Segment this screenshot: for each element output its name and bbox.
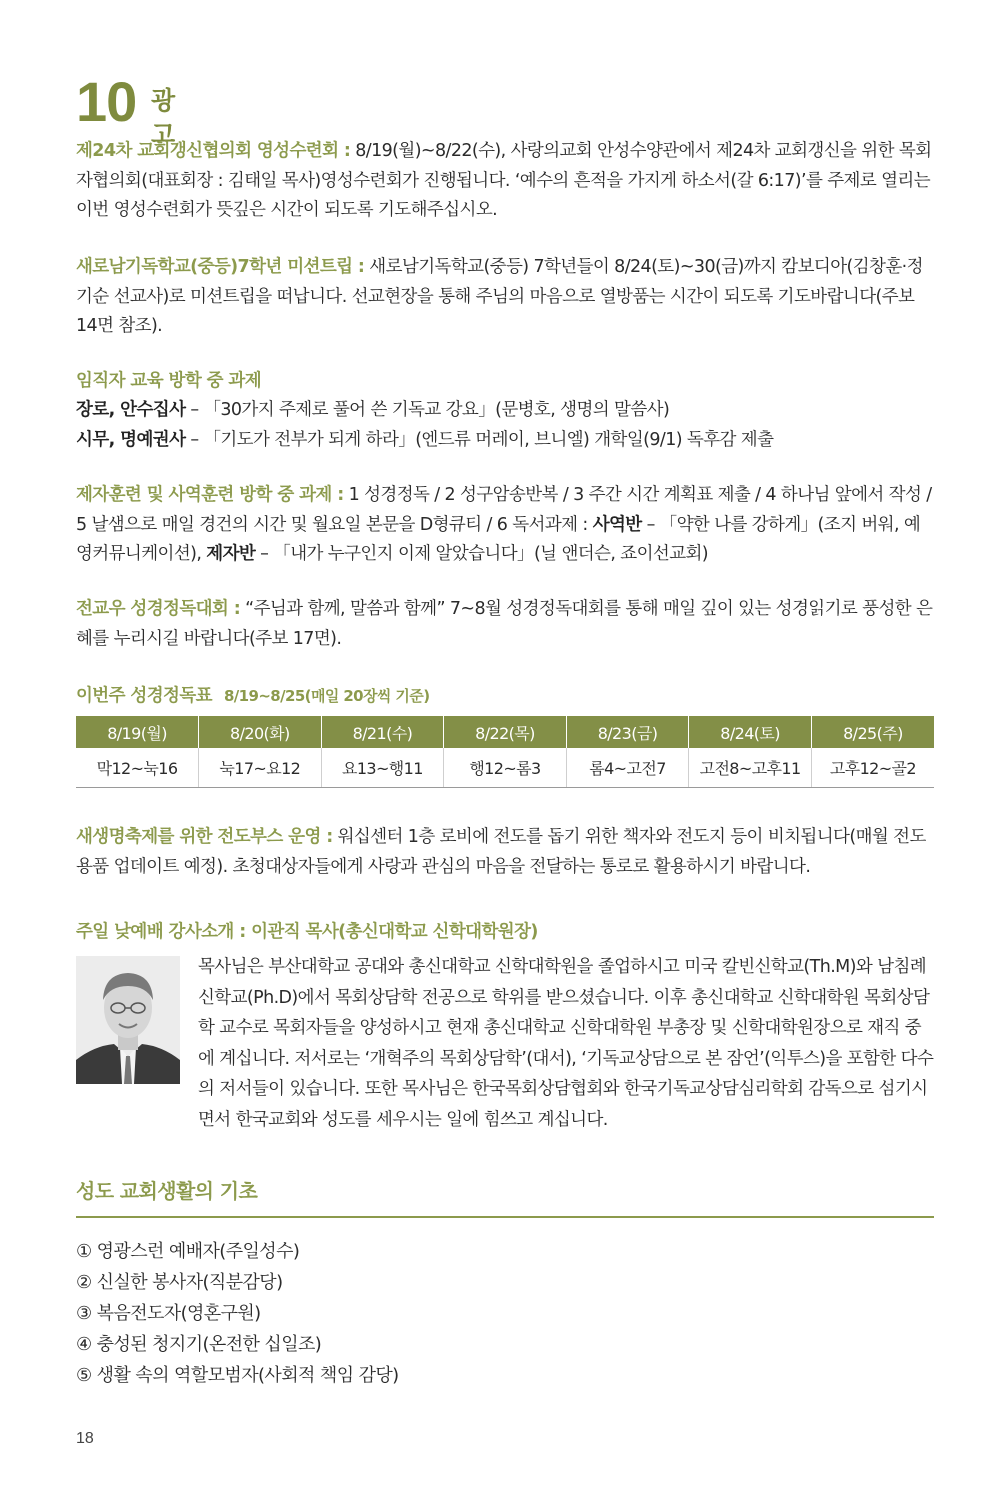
officer-education-list <box>76 396 934 455</box>
row-text: – 「기도가 전부가 되게 하라」(엔드류 머레이, 브니엘) 개학일(9/1) 독후감 제출 <box>185 429 774 450</box>
speaker-photo <box>76 956 180 1084</box>
speaker-heading: 주일 낮예배 강사소개 : 이관직 목사(총신대학교 신학대학원장) <box>76 922 538 942</box>
row-text: – 「30가지 주제로 풀어 쓴 기독교 강요」(문병호, 생명의 말씀사) <box>185 400 670 420</box>
notice-heading: 제자훈련 및 사역훈련 방학 중 과제 : <box>76 485 344 505</box>
list-item: ② 신실한 봉사자(직분감당) <box>76 1272 283 1293</box>
reading-cell: 고후12~골2 <box>811 748 934 788</box>
notice-heading: 제24차 교회갱신협의회 영성수련회 : <box>76 141 351 161</box>
date-cell: 8/21(수) <box>321 716 444 748</box>
notice-bible-reading <box>76 595 934 654</box>
notice-body: 워십센터 1층 로비에 전도를 돕기 위한 책자와 전도지 등이 비치됩니다(매월 전도용품 업데이트 예정). 초청대상자들에게 사랑과 관심의 마음을 전달하는 통로로 활용하시기 바랍니다. <box>76 827 926 877</box>
notice-heading: 새로남기독학교(중등)7학년 미션트립 : <box>76 257 365 277</box>
reading-cell: 눅17~요12 <box>199 748 322 788</box>
section-number: 10 <box>76 70 137 133</box>
row-label: 시무, 명예권사 <box>76 429 186 450</box>
training-label-ministry: 사역반 <box>592 514 642 535</box>
basics-title: 성도 교회생활의 기초 <box>76 1179 258 1203</box>
date-cell: 8/22(목) <box>444 716 567 748</box>
reading-cell: 행12~롬3 <box>444 748 567 788</box>
basics-list <box>76 1236 399 1391</box>
reading-table-range: 8/19~8/25(매일 20장씩 기준) <box>223 687 430 705</box>
notice-body: “주님과 함께, 말씀과 함께” 7~8월 성경정독대회를 통해 매일 깊이 있는 성경읽기로 풍성한 은혜를 누리시길 바랍니다(주보 17면). <box>76 599 933 649</box>
reading-cell: 고전8~고후11 <box>689 748 812 788</box>
reading-table-row <box>76 748 934 788</box>
reading-cell: 막12~눅16 <box>76 748 199 788</box>
list-item: ① 영광스런 예배자(주일성수) <box>76 1241 300 1262</box>
date-cell: 8/19(월) <box>76 716 199 748</box>
reading-cell: 롬4~고전7 <box>566 748 689 788</box>
officer-education-row <box>76 426 934 456</box>
notice-heading: 전교우 성경정독대회 : <box>76 599 241 619</box>
reading-cell: 요13~행11 <box>321 748 444 788</box>
notice-heading: 새생명축제를 위한 전도부스 운영 : <box>76 827 333 847</box>
date-cell: 8/20(화) <box>199 716 322 748</box>
reading-table-title-text: 이번주 성경정독표 <box>76 686 212 706</box>
reading-table-title <box>76 682 429 710</box>
speaker-portrait-image <box>76 956 180 1084</box>
row-label: 장로, 안수집사 <box>76 400 186 420</box>
list-item: ⑤ 생활 속의 역할모범자(사회적 책임 감당) <box>76 1365 399 1386</box>
officer-education-heading: 임직자 교육 방학 중 과제 <box>76 371 262 391</box>
notice-body: 새로남기독학교(중등) 7학년들이 8/24(토)~30(금)까지 캄보디아(김창훈·정기순 선교사)로 미션트립을 떠납니다. 선교현장을 통해 주님의 마음으로 열방품는 시간이 되도록 기도바랍니다(주보14면 참조). <box>76 257 923 336</box>
date-cell: 8/24(토) <box>689 716 812 748</box>
list-item: ④ 충성된 청지기(온전한 십일조) <box>76 1334 322 1355</box>
list-item: ③ 복음전도자(영혼구원) <box>76 1303 261 1324</box>
speaker-bio: 목사님은 부산대학교 공대와 총신대학교 신학대학원을 졸업하시고 미국 칼빈신학교(Th.M)와 남침례신학교(Ph.D)에서 목회상담학 전공으로 학위를 받으셨습니다. 이후 총신대학교 신학대학원 목회상담학 교수로 목회자들을 양성하시고 현재 총신대학교 신학대학원 부총장 및 신학대학원장으로 재직 중에 계십니다. 저서로는 ‘개혁주의 목회상담학’(대서), ‘기독교상담으로 본 잠언’(익투스)을 포함한 다수의 저서들이 있습니다. 또한 목사님은 한국목회상담협회와 한국기독교상담심리학회 감독으로 섬기시면서 한국교회와 성도를 세우시는 일에 힘쓰고 계십니다. <box>198 957 934 1130</box>
date-cell: 8/25(주) <box>811 716 934 748</box>
notice-body: 1 성경정독 / 2 성구암송반복 / 3 주간 시간 계획표 제출 / 4 하나님 앞에서 작성 / 5 날샘으로 매일 경건의 시간 및 월요일 본문을 D형큐티 / 6 독서과제 : <box>76 485 932 535</box>
officer-education-row <box>76 396 934 426</box>
page-number: 18 <box>76 1430 94 1447</box>
notice-training <box>76 481 934 570</box>
reading-table-header-row <box>76 716 934 748</box>
notice-evangelism-booth <box>76 823 934 882</box>
notice-body: – 「약한 나를 강하게」(조지 버워, 예영커뮤니케이션), <box>76 514 921 564</box>
notice-mission-trip <box>76 253 934 342</box>
notice-retreat <box>76 137 934 226</box>
date-cell: 8/23(금) <box>566 716 689 748</box>
training-label-disciple: 제자반 <box>206 544 256 564</box>
notice-body: – 「내가 누구인지 이제 알았습니다」(닐 앤더슨, 죠이선교회) <box>255 544 709 564</box>
reading-table <box>76 716 934 788</box>
section-title: 광고 <box>151 86 176 149</box>
basics-divider <box>76 1216 934 1218</box>
notice-body: 8/19(월)~8/22(수), 사랑의교회 안성수양관에서 제24차 교회갱신을 위한 목회자협의회(대표회장 : 김태일 목사)영성수련회가 진행됩니다. ‘예수의 흔적을 가지게 하소서(갈 6:17)’를 주제로 열리는 이번 영성수련회가 뜻깊은 시간이 되도록 기도해주십시오. <box>76 141 932 220</box>
